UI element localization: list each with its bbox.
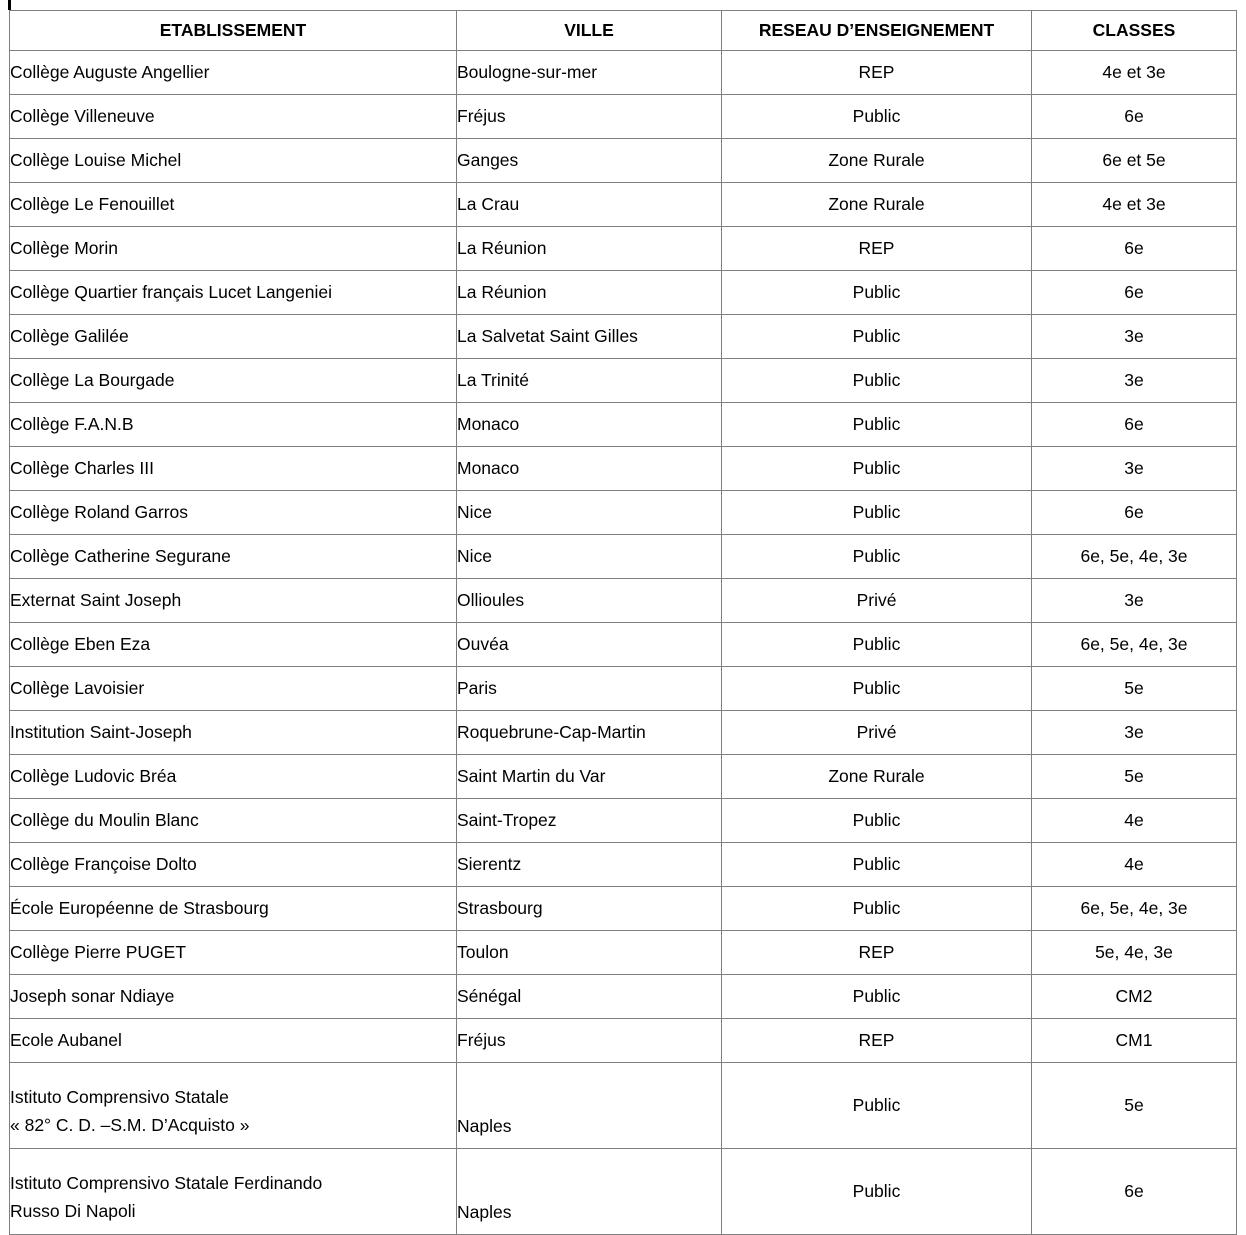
cell-etablissement: Collège Louise Michel xyxy=(10,139,457,183)
cell-reseau: Public xyxy=(722,447,1032,491)
cell-classes: 4e et 3e xyxy=(1032,51,1237,95)
table-row xyxy=(10,359,1237,403)
cell-classes: 4e xyxy=(1032,843,1237,887)
cell-reseau: Public xyxy=(722,315,1032,359)
cell-ville: Fréjus xyxy=(457,1019,722,1063)
cell-ville: Strasbourg xyxy=(457,887,722,931)
table-row xyxy=(10,975,1237,1019)
cell-etablissement: Collège Galilée xyxy=(10,315,457,359)
cell-etablissement: Joseph sonar Ndiaye xyxy=(10,975,457,1019)
cell-classes: 5e, 4e, 3e xyxy=(1032,931,1237,975)
cell-classes: 3e xyxy=(1032,579,1237,623)
cell-ville: Sierentz xyxy=(457,843,722,887)
cell-classes: 6e xyxy=(1032,95,1237,139)
cell-classes: 6e, 5e, 4e, 3e xyxy=(1032,623,1237,667)
cell-reseau: Public xyxy=(722,1063,1032,1149)
cell-etablissement: École Européenne de Strasbourg xyxy=(10,887,457,931)
cell-etablissement: Institution Saint-Joseph xyxy=(10,711,457,755)
cell-classes: 6e, 5e, 4e, 3e xyxy=(1032,887,1237,931)
cell-etablissement: Collège Catherine Segurane xyxy=(10,535,457,579)
header-row xyxy=(10,11,1237,51)
cell-ville: La Réunion xyxy=(457,227,722,271)
table-row xyxy=(10,887,1237,931)
table-row xyxy=(10,403,1237,447)
table-body xyxy=(10,51,1237,1235)
cell-classes: 6e xyxy=(1032,491,1237,535)
cell-reseau: Zone Rurale xyxy=(722,183,1032,227)
cell-reseau: Public xyxy=(722,623,1032,667)
table-row xyxy=(10,1149,1237,1235)
table-row xyxy=(10,623,1237,667)
cell-etablissement: Collège Françoise Dolto xyxy=(10,843,457,887)
cell-etablissement: Collège Auguste Angellier xyxy=(10,51,457,95)
cell-classes: 6e, 5e, 4e, 3e xyxy=(1032,535,1237,579)
table-row xyxy=(10,843,1237,887)
cell-ville: Sénégal xyxy=(457,975,722,1019)
cell-classes: 4e et 3e xyxy=(1032,183,1237,227)
cell-ville: Paris xyxy=(457,667,722,711)
cell-reseau: Public xyxy=(722,491,1032,535)
cell-etablissement: Collège du Moulin Blanc xyxy=(10,799,457,843)
cell-reseau: Public xyxy=(722,271,1032,315)
cell-reseau: Public xyxy=(722,359,1032,403)
table-row xyxy=(10,183,1237,227)
cell-classes: 6e xyxy=(1032,271,1237,315)
cell-ville: La Réunion xyxy=(457,271,722,315)
table-row xyxy=(10,579,1237,623)
table-row xyxy=(10,447,1237,491)
cell-classes: 4e xyxy=(1032,799,1237,843)
cell-classes: 5e xyxy=(1032,755,1237,799)
cell-ville: La Trinité xyxy=(457,359,722,403)
cell-classes: 5e xyxy=(1032,667,1237,711)
cell-classes: 6e xyxy=(1032,403,1237,447)
table-row xyxy=(10,315,1237,359)
table-row xyxy=(10,271,1237,315)
table-row xyxy=(10,51,1237,95)
cell-reseau: Privé xyxy=(722,579,1032,623)
cell-classes: 3e xyxy=(1032,315,1237,359)
cell-reseau: Public xyxy=(722,403,1032,447)
table-row xyxy=(10,799,1237,843)
cell-ville: La Salvetat Saint Gilles xyxy=(457,315,722,359)
cell-reseau: REP xyxy=(722,227,1032,271)
cell-ville: Saint Martin du Var xyxy=(457,755,722,799)
table-row xyxy=(10,931,1237,975)
cell-reseau: Public xyxy=(722,975,1032,1019)
cell-classes: 6e et 5e xyxy=(1032,139,1237,183)
cell-ville: Roquebrune-Cap-Martin xyxy=(457,711,722,755)
cell-ville: La Crau xyxy=(457,183,722,227)
cell-reseau: Public xyxy=(722,667,1032,711)
text-cursor-mark xyxy=(8,0,11,10)
cell-ville: Nice xyxy=(457,491,722,535)
table-row xyxy=(10,667,1237,711)
cell-etablissement: Collège Roland Garros xyxy=(10,491,457,535)
cell-ville: Naples xyxy=(457,1063,722,1149)
cell-ville: Fréjus xyxy=(457,95,722,139)
cell-ville: Ganges xyxy=(457,139,722,183)
header-ville: VILLE xyxy=(457,11,722,51)
cell-classes: CM2 xyxy=(1032,975,1237,1019)
table-row xyxy=(10,95,1237,139)
cell-etablissement: Collège Lavoisier xyxy=(10,667,457,711)
cell-reseau: Public xyxy=(722,799,1032,843)
table-row xyxy=(10,755,1237,799)
cell-etablissement: Collège Charles III xyxy=(10,447,457,491)
cell-etablissement: Collège Eben Eza xyxy=(10,623,457,667)
cell-etablissement: Collège Pierre PUGET xyxy=(10,931,457,975)
cell-classes: 5e xyxy=(1032,1063,1237,1149)
cell-ville: Monaco xyxy=(457,403,722,447)
table-row xyxy=(10,227,1237,271)
cell-reseau: Public xyxy=(722,95,1032,139)
cell-reseau: Public xyxy=(722,535,1032,579)
cell-ville: Ollioules xyxy=(457,579,722,623)
cell-etablissement: Ecole Aubanel xyxy=(10,1019,457,1063)
cell-ville: Nice xyxy=(457,535,722,579)
table-row xyxy=(10,1019,1237,1063)
cell-classes: 3e xyxy=(1032,359,1237,403)
table-row xyxy=(10,1063,1237,1149)
cell-etablissement: Collège Quartier français Lucet Langeniei xyxy=(10,271,457,315)
cell-etablissement: Collège La Bourgade xyxy=(10,359,457,403)
cell-ville: Saint-Tropez xyxy=(457,799,722,843)
table-row xyxy=(10,491,1237,535)
cell-etablissement: Collège Le Fenouillet xyxy=(10,183,457,227)
header-etablissement: ETABLISSEMENT xyxy=(10,11,457,51)
cell-reseau: Public xyxy=(722,1149,1032,1235)
cell-reseau: Zone Rurale xyxy=(722,139,1032,183)
cell-etablissement: Collège Villeneuve xyxy=(10,95,457,139)
cell-classes: 6e xyxy=(1032,1149,1237,1235)
cell-reseau: Public xyxy=(722,843,1032,887)
header-classes: CLASSES xyxy=(1032,11,1237,51)
cell-ville: Toulon xyxy=(457,931,722,975)
table-header xyxy=(10,11,1237,51)
cell-ville: Ouvéa xyxy=(457,623,722,667)
cell-etablissement: Istituto Comprensivo Statale Ferdinando Russo Di Napoli xyxy=(10,1149,457,1235)
table-row xyxy=(10,535,1237,579)
cell-reseau: REP xyxy=(722,931,1032,975)
header-reseau: RESEAU D’ENSEIGNEMENT xyxy=(722,11,1032,51)
cell-ville: Boulogne-sur-mer xyxy=(457,51,722,95)
table-row xyxy=(10,139,1237,183)
cell-classes: 3e xyxy=(1032,711,1237,755)
cell-reseau: REP xyxy=(722,51,1032,95)
etablissements-table xyxy=(9,10,1237,1235)
cell-etablissement: Collège F.A.N.B xyxy=(10,403,457,447)
cell-reseau: Zone Rurale xyxy=(722,755,1032,799)
cell-ville: Naples xyxy=(457,1149,722,1235)
cell-etablissement: Istituto Comprensivo Statale « 82° C. D. –S.M. D’Acquisto » xyxy=(10,1063,457,1149)
cell-classes: CM1 xyxy=(1032,1019,1237,1063)
cell-etablissement: Collège Ludovic Bréa xyxy=(10,755,457,799)
cell-reseau: Privé xyxy=(722,711,1032,755)
cell-etablissement: Collège Morin xyxy=(10,227,457,271)
cell-etablissement: Externat Saint Joseph xyxy=(10,579,457,623)
cell-classes: 6e xyxy=(1032,227,1237,271)
cell-reseau: REP xyxy=(722,1019,1032,1063)
cell-reseau: Public xyxy=(722,887,1032,931)
cell-ville: Monaco xyxy=(457,447,722,491)
table-row xyxy=(10,711,1237,755)
cell-classes: 3e xyxy=(1032,447,1237,491)
